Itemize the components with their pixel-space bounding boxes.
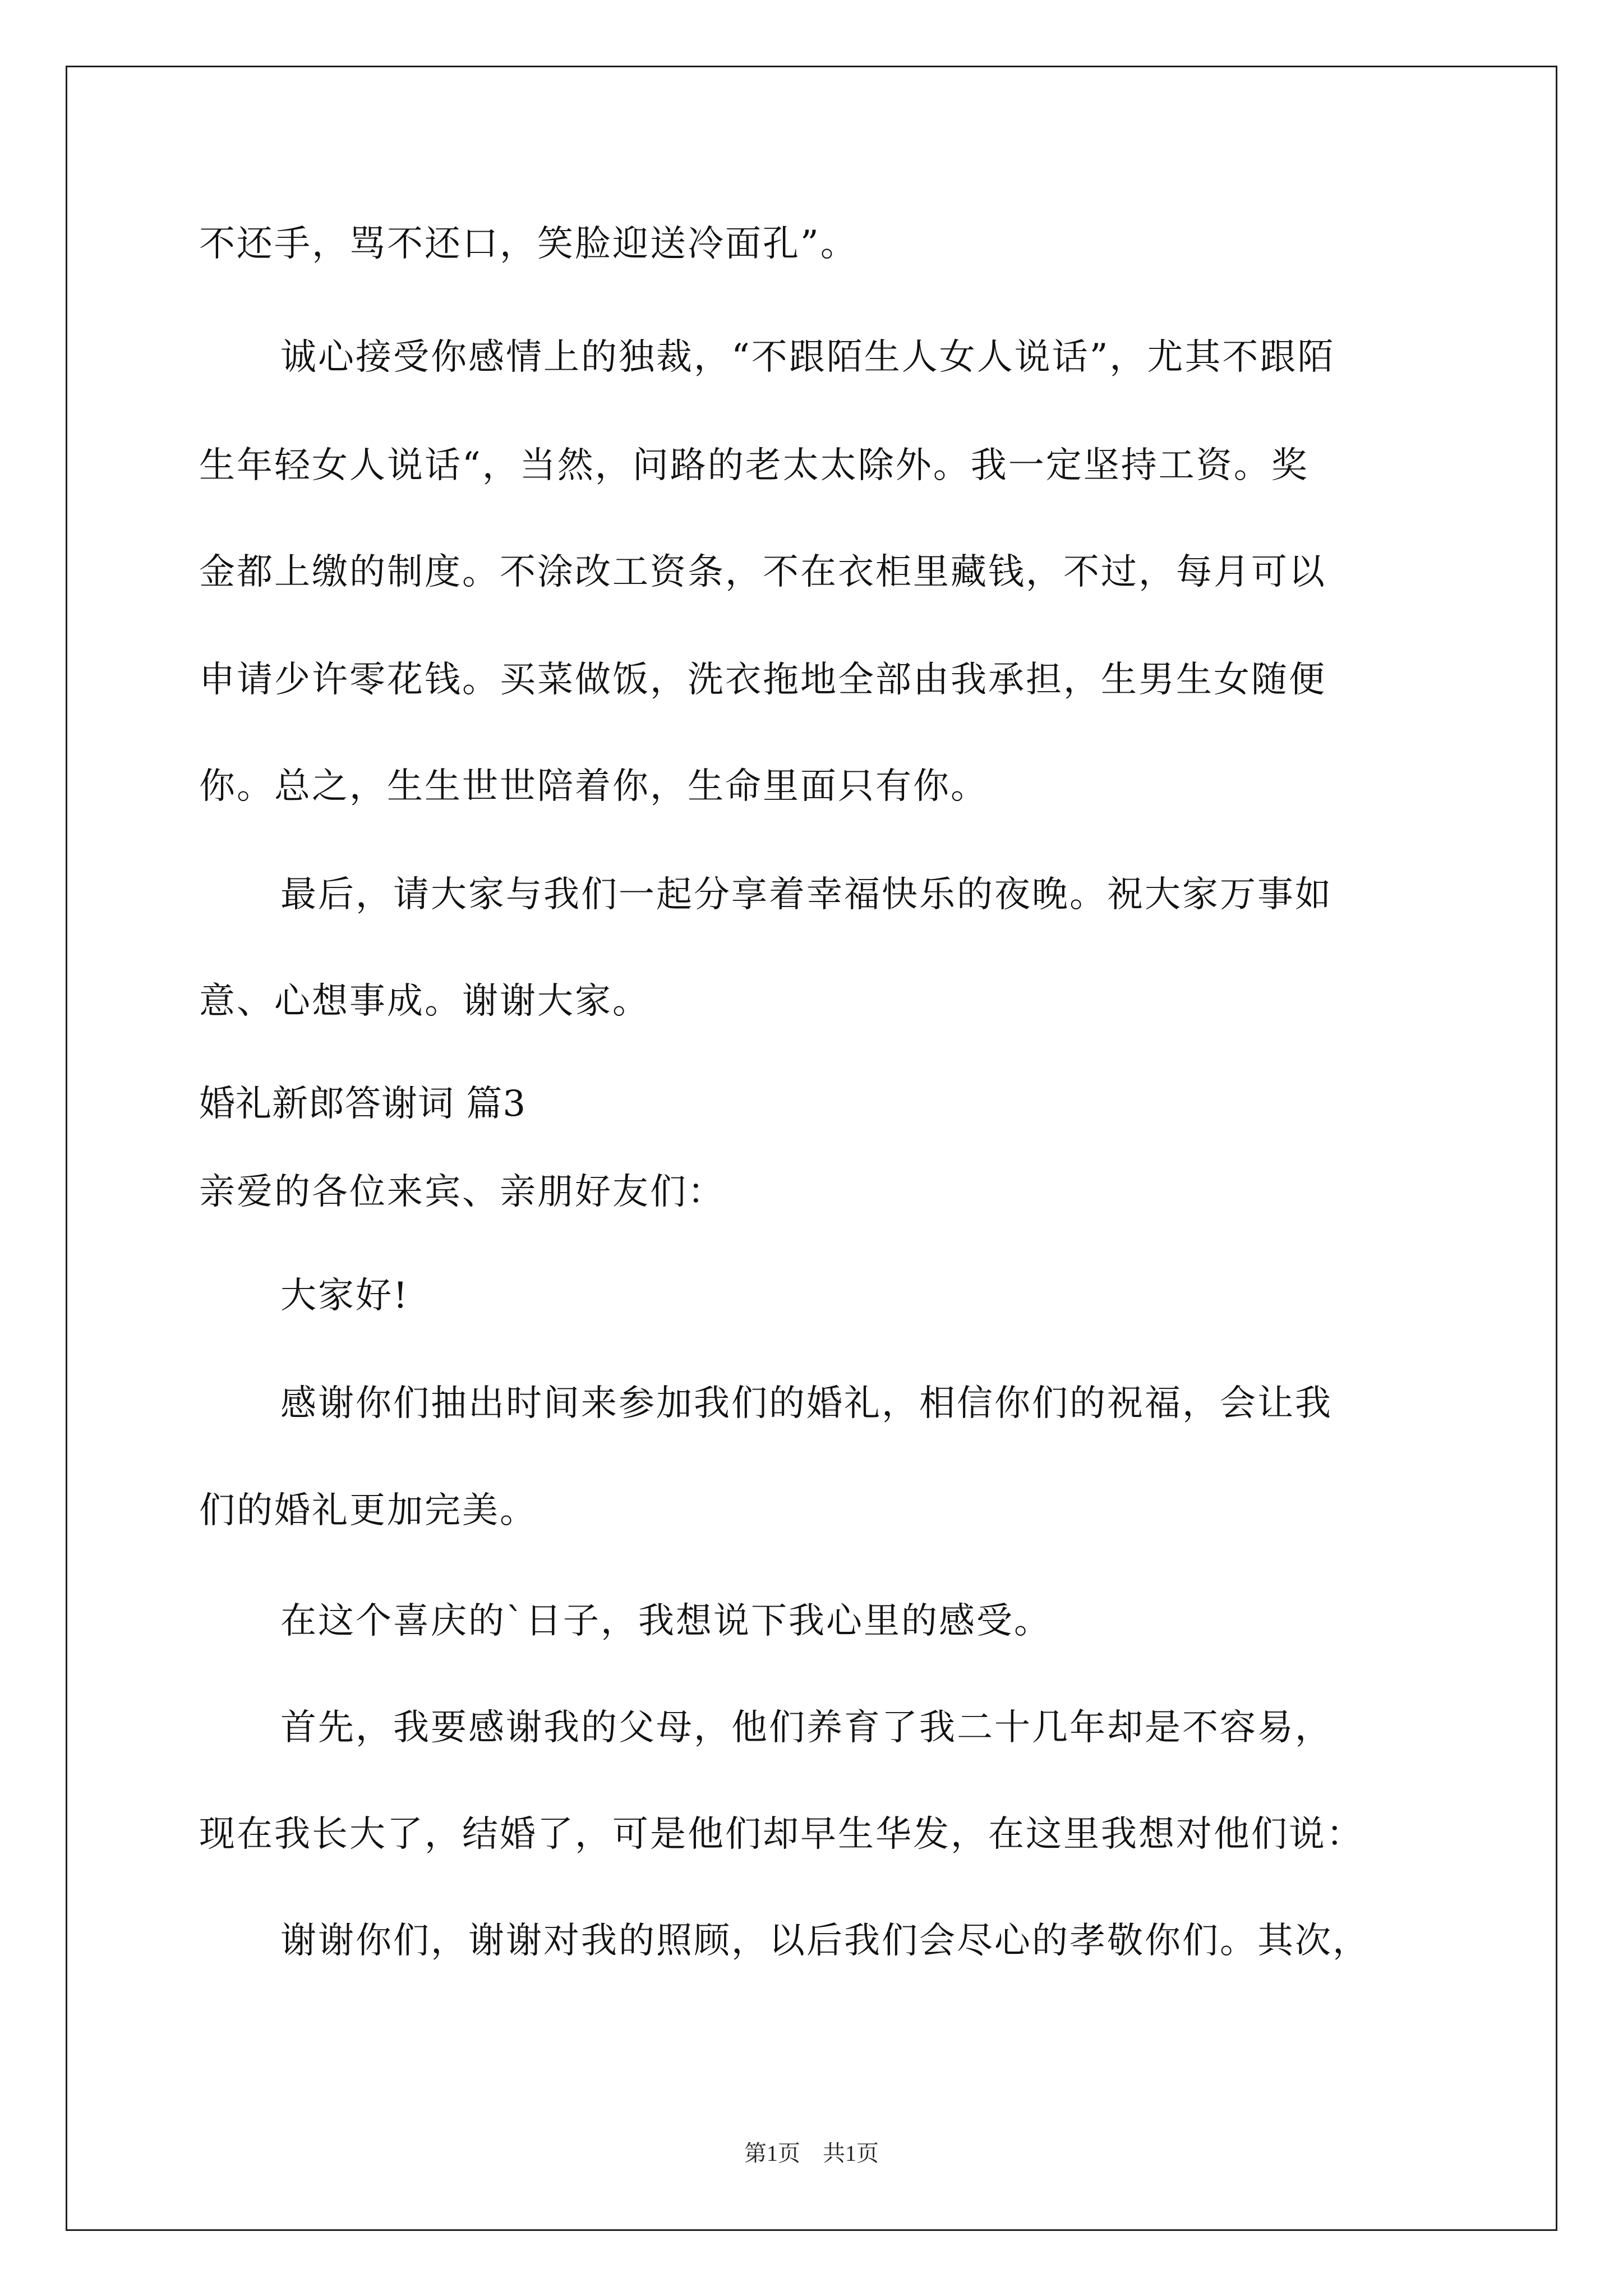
text-line-2: 诚心接受你感情上的独裁，“不跟陌生人女人说话”，尤其不跟陌 <box>280 337 1335 378</box>
text-line-6: 你。总之，生生世世陪着你，生命里面只有你。 <box>199 766 988 807</box>
text-line-5: 申请少许零花钱。买菜做饭，洗衣拖地全部由我承担，生男生女随便 <box>199 659 1326 701</box>
text-line-7: 最后，请大家与我们一起分享着幸福快乐的夜晚。祝大家万事如 <box>280 874 1332 915</box>
page-number-footer: 第1页 共1页 <box>744 2141 879 2166</box>
text-line-1: 不还手，骂不还口，笑脸迎送冷面孔”。 <box>199 223 858 265</box>
text-line-12: 感谢你们抽出时间来参加我们的婚礼，相信你们的祝福，会让我 <box>280 1383 1332 1424</box>
text-line-4: 金都上缴的制度。不涂改工资条，不在衣柜里藏钱，不过，每月可以 <box>199 551 1326 593</box>
section-heading: 婚礼新郎答谢词 篇3 <box>199 1083 527 1125</box>
text-line-13: 们的婚礼更加完美。 <box>199 1490 537 1531</box>
text-line-16: 现在我长大了，结婚了，可是他们却早生华发，在这里我想对他们说： <box>199 1814 1364 1855</box>
text-line-8: 意、心想事成。谢谢大家。 <box>199 981 650 1022</box>
text-line-17: 谢谢你们，谢谢对我的照顾，以后我们会尽心的孝敬你们。其次， <box>280 1920 1370 1962</box>
text-line-15: 首先，我要感谢我的父母，他们养育了我二十几年却是不容易， <box>280 1707 1332 1749</box>
page-border <box>66 66 1557 2231</box>
text-line-14: 在这个喜庆的`日子，我想说下我心里的感受。 <box>280 1600 1052 1642</box>
greeting-line: 大家好! <box>280 1275 409 1317</box>
salutation-line: 亲爱的各位来宾、亲朋好友们： <box>199 1171 725 1213</box>
text-line-3: 生年轻女人说话“，当然，问路的老太太除外。我一定坚持工资。奖 <box>199 445 1309 486</box>
